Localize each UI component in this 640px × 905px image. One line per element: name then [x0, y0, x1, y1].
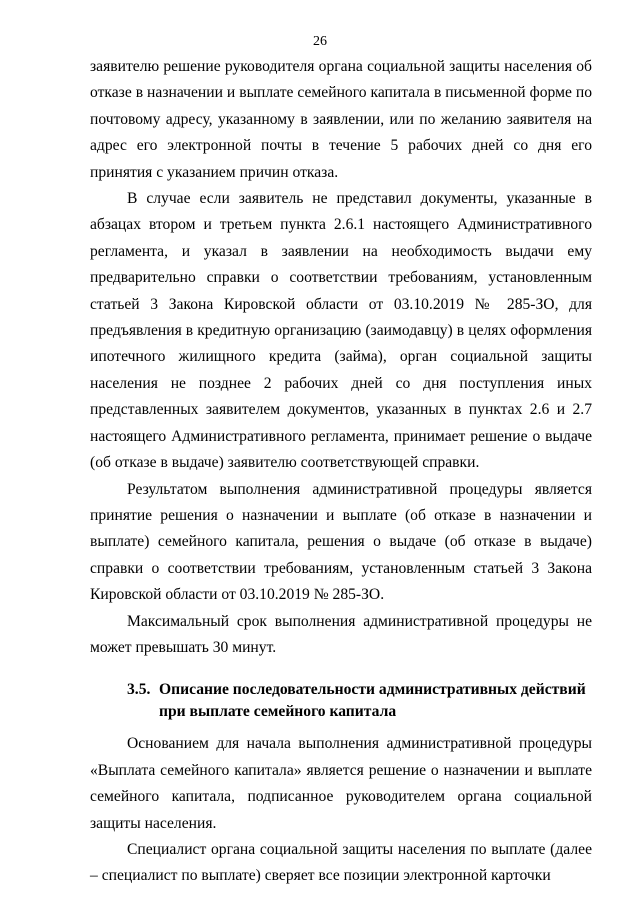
section-number: 3.5.: [127, 681, 151, 699]
paragraph-payment-specialist: Специалист органа социальной защиты населения по выплате (далее – специалист по выплате) сверяет все позиции электронной карточки: [90, 840, 592, 885]
page-number: 26: [313, 34, 327, 49]
document-body: [90, 54, 592, 890]
section-title-line1: Описание последовательности административных действий: [159, 681, 586, 699]
paragraph-refusal-notice: заявителю решение руководителя органа социальной защиты населения об отказе в назначении и выплате семейного капитала в письменной форме по почтовому адресу, указанному в заявлении, или по желанию заявителя на адрес его электронной почты в течение 5 рабочих дней со дня его принятия с указанием причин отказа.: [90, 58, 592, 181]
section-title-line2: при выплате семейного капитала: [159, 703, 397, 721]
paragraph-procedure-basis: Основанием для начала выполнения административной процедуры «Выплата семейного капитала» является решение о назначении и выплате семейного капитала, подписанное руководителем органа социальной защиты населения.: [90, 735, 592, 832]
paragraph-max-duration: Максимальный срок выполнения административной процедуры не может превышать 30 минут.: [90, 612, 592, 656]
paragraph-procedure-result: Результатом выполнения административной процедуры является принятие решения о назначении и выплате (об отказе в назначении и выплате) семейного капитала, решения о выдаче (об отказе в выдаче) справки о соответствии требованиям, установленным статьей 3 Закона Кировской области от 03.10.2019 № 285-ЗО.: [90, 480, 592, 604]
paragraph-certificate-issue: В случае если заявитель не представил документы, указанные в абзацах втором и третьем пункта 2.6.1 настоящего Административного регламента, и указал в заявлении на необходимость выдачи ему предварительно справки о соответствии требованиям, установленным статьей 3 Закона Кировской области от 03.10.2019 № 285-ЗО, для предъявления в кредитную организацию (заимодавцу) в целях оформления ипотечного жилищного кредита (займа), орган социальной защиты населения не позднее 2 рабочих дней со дня поступления иных представленных заявителем документов, указанных в пунктах 2.6 и 2.7 настоящего Административного регламента, принимает решение о выдаче (об отказе в выдаче) заявителю соответствующей справки.: [90, 190, 592, 472]
section-heading: [127, 679, 592, 723]
